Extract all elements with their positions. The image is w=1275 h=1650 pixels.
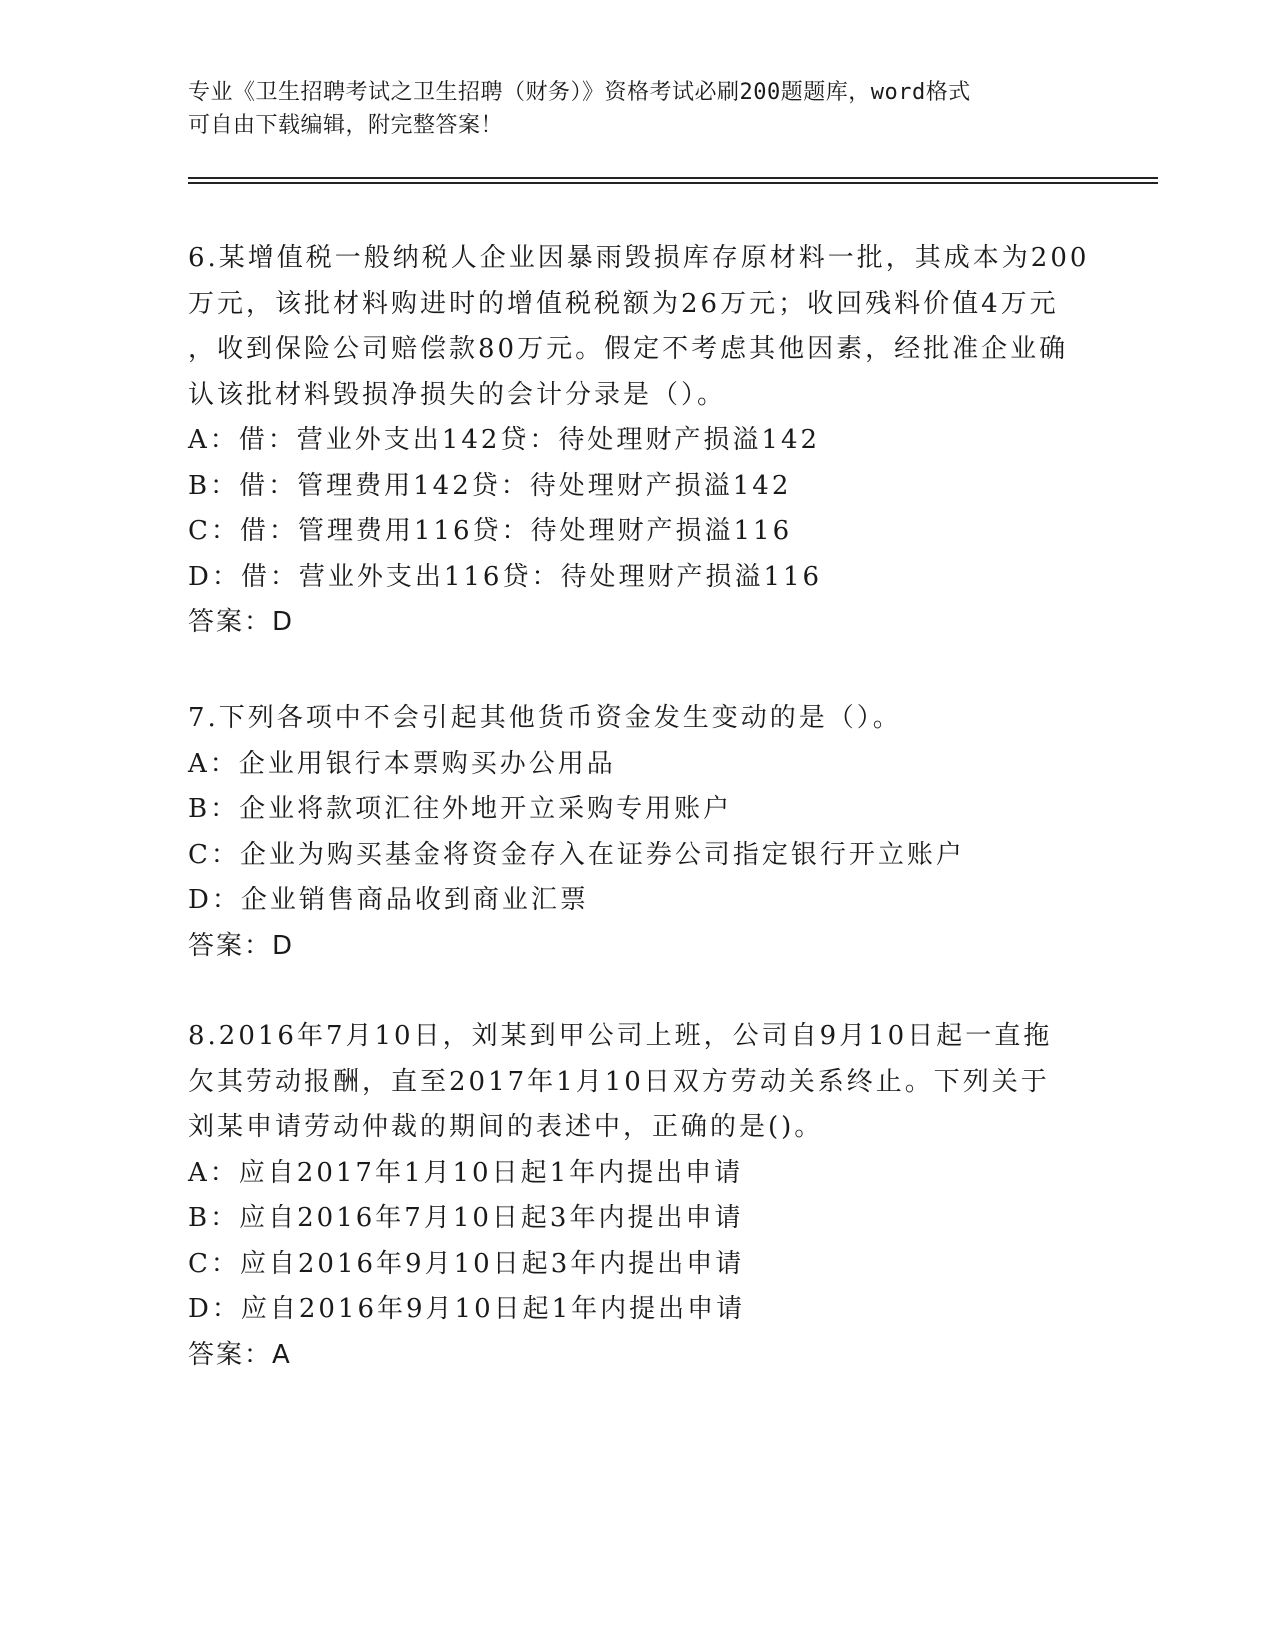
option-c: C：应自2016年9月10日起3年内提出申请 bbox=[188, 1248, 745, 1279]
option-d: D：借：营业外支出116贷：待处理财产损溢116 bbox=[188, 561, 823, 592]
answer-label: 答案：D bbox=[188, 607, 295, 637]
question-stem-line: 8.2016年7月10日，刘某到甲公司上班，公司自9月10日起一直拖 bbox=[188, 1021, 1053, 1051]
option-a: A：借：营业外支出142贷：待处理财产损溢142 bbox=[188, 425, 821, 455]
header-divider-top bbox=[188, 177, 1158, 179]
option-b: B：借：管理费用142贷：待处理财产损溢142 bbox=[188, 470, 792, 501]
option-c: C：企业为购买基金将资金存入在证券公司指定银行开立账户 bbox=[188, 839, 965, 870]
option-a: A：企业用银行本票购买办公用品 bbox=[188, 748, 616, 779]
option-d: D：应自2016年9月10日起1年内提出申请 bbox=[188, 1294, 746, 1324]
question-stem-line: 6.某增值税一般纳税人企业因暴雨毁损库存原材料一批，其成本为200 bbox=[188, 243, 1090, 273]
question-stem-line: 欠其劳动报酬，直至2017年1月10日双方劳动关系终止。下列关于 bbox=[188, 1066, 1050, 1097]
option-b: B：应自2016年7月10日起3年内提出申请 bbox=[188, 1203, 744, 1233]
question-8 bbox=[188, 1014, 1088, 1378]
header-line-2: 可自由下载编辑，附完整答案！ bbox=[188, 113, 504, 138]
header-line-1: 专业《卫生招聘考试之卫生招聘（财务）》资格考试必刷200题题库，word格式 bbox=[188, 80, 971, 105]
question-stem-line: 认该批材料毁损净损失的会计分录是（）。 bbox=[188, 379, 727, 410]
option-d: D：企业销售商品收到商业汇票 bbox=[188, 885, 589, 915]
question-stem-line: ，收到保险公司赔偿款80万元。假定不考虑其他因素，经批准企业确 bbox=[188, 334, 1069, 364]
answer-label: 答案：D bbox=[188, 930, 295, 961]
answer-label: 答案：A bbox=[188, 1339, 292, 1370]
question-7 bbox=[188, 696, 1088, 969]
option-b: B：企业将款项汇往外地开立采购专用账户 bbox=[188, 794, 733, 824]
question-stem-line: 7.下列各项中不会引起其他货币资金发生变动的是（）。 bbox=[188, 703, 902, 733]
question-stem-line: 万元，该批材料购进时的增值税税额为26万元；收回残料价值4万元 bbox=[188, 288, 1059, 319]
option-c: C：借：管理费用116贷：待处理财产损溢116 bbox=[188, 516, 793, 546]
header-divider-bottom bbox=[188, 182, 1158, 184]
option-a: A：应自2017年1月10日起1年内提出申请 bbox=[188, 1157, 744, 1188]
question-stem-line: 刘某申请劳动仲裁的期间的表述中，正确的是()。 bbox=[188, 1112, 824, 1142]
question-6 bbox=[188, 236, 1088, 646]
document-header bbox=[188, 76, 1068, 142]
